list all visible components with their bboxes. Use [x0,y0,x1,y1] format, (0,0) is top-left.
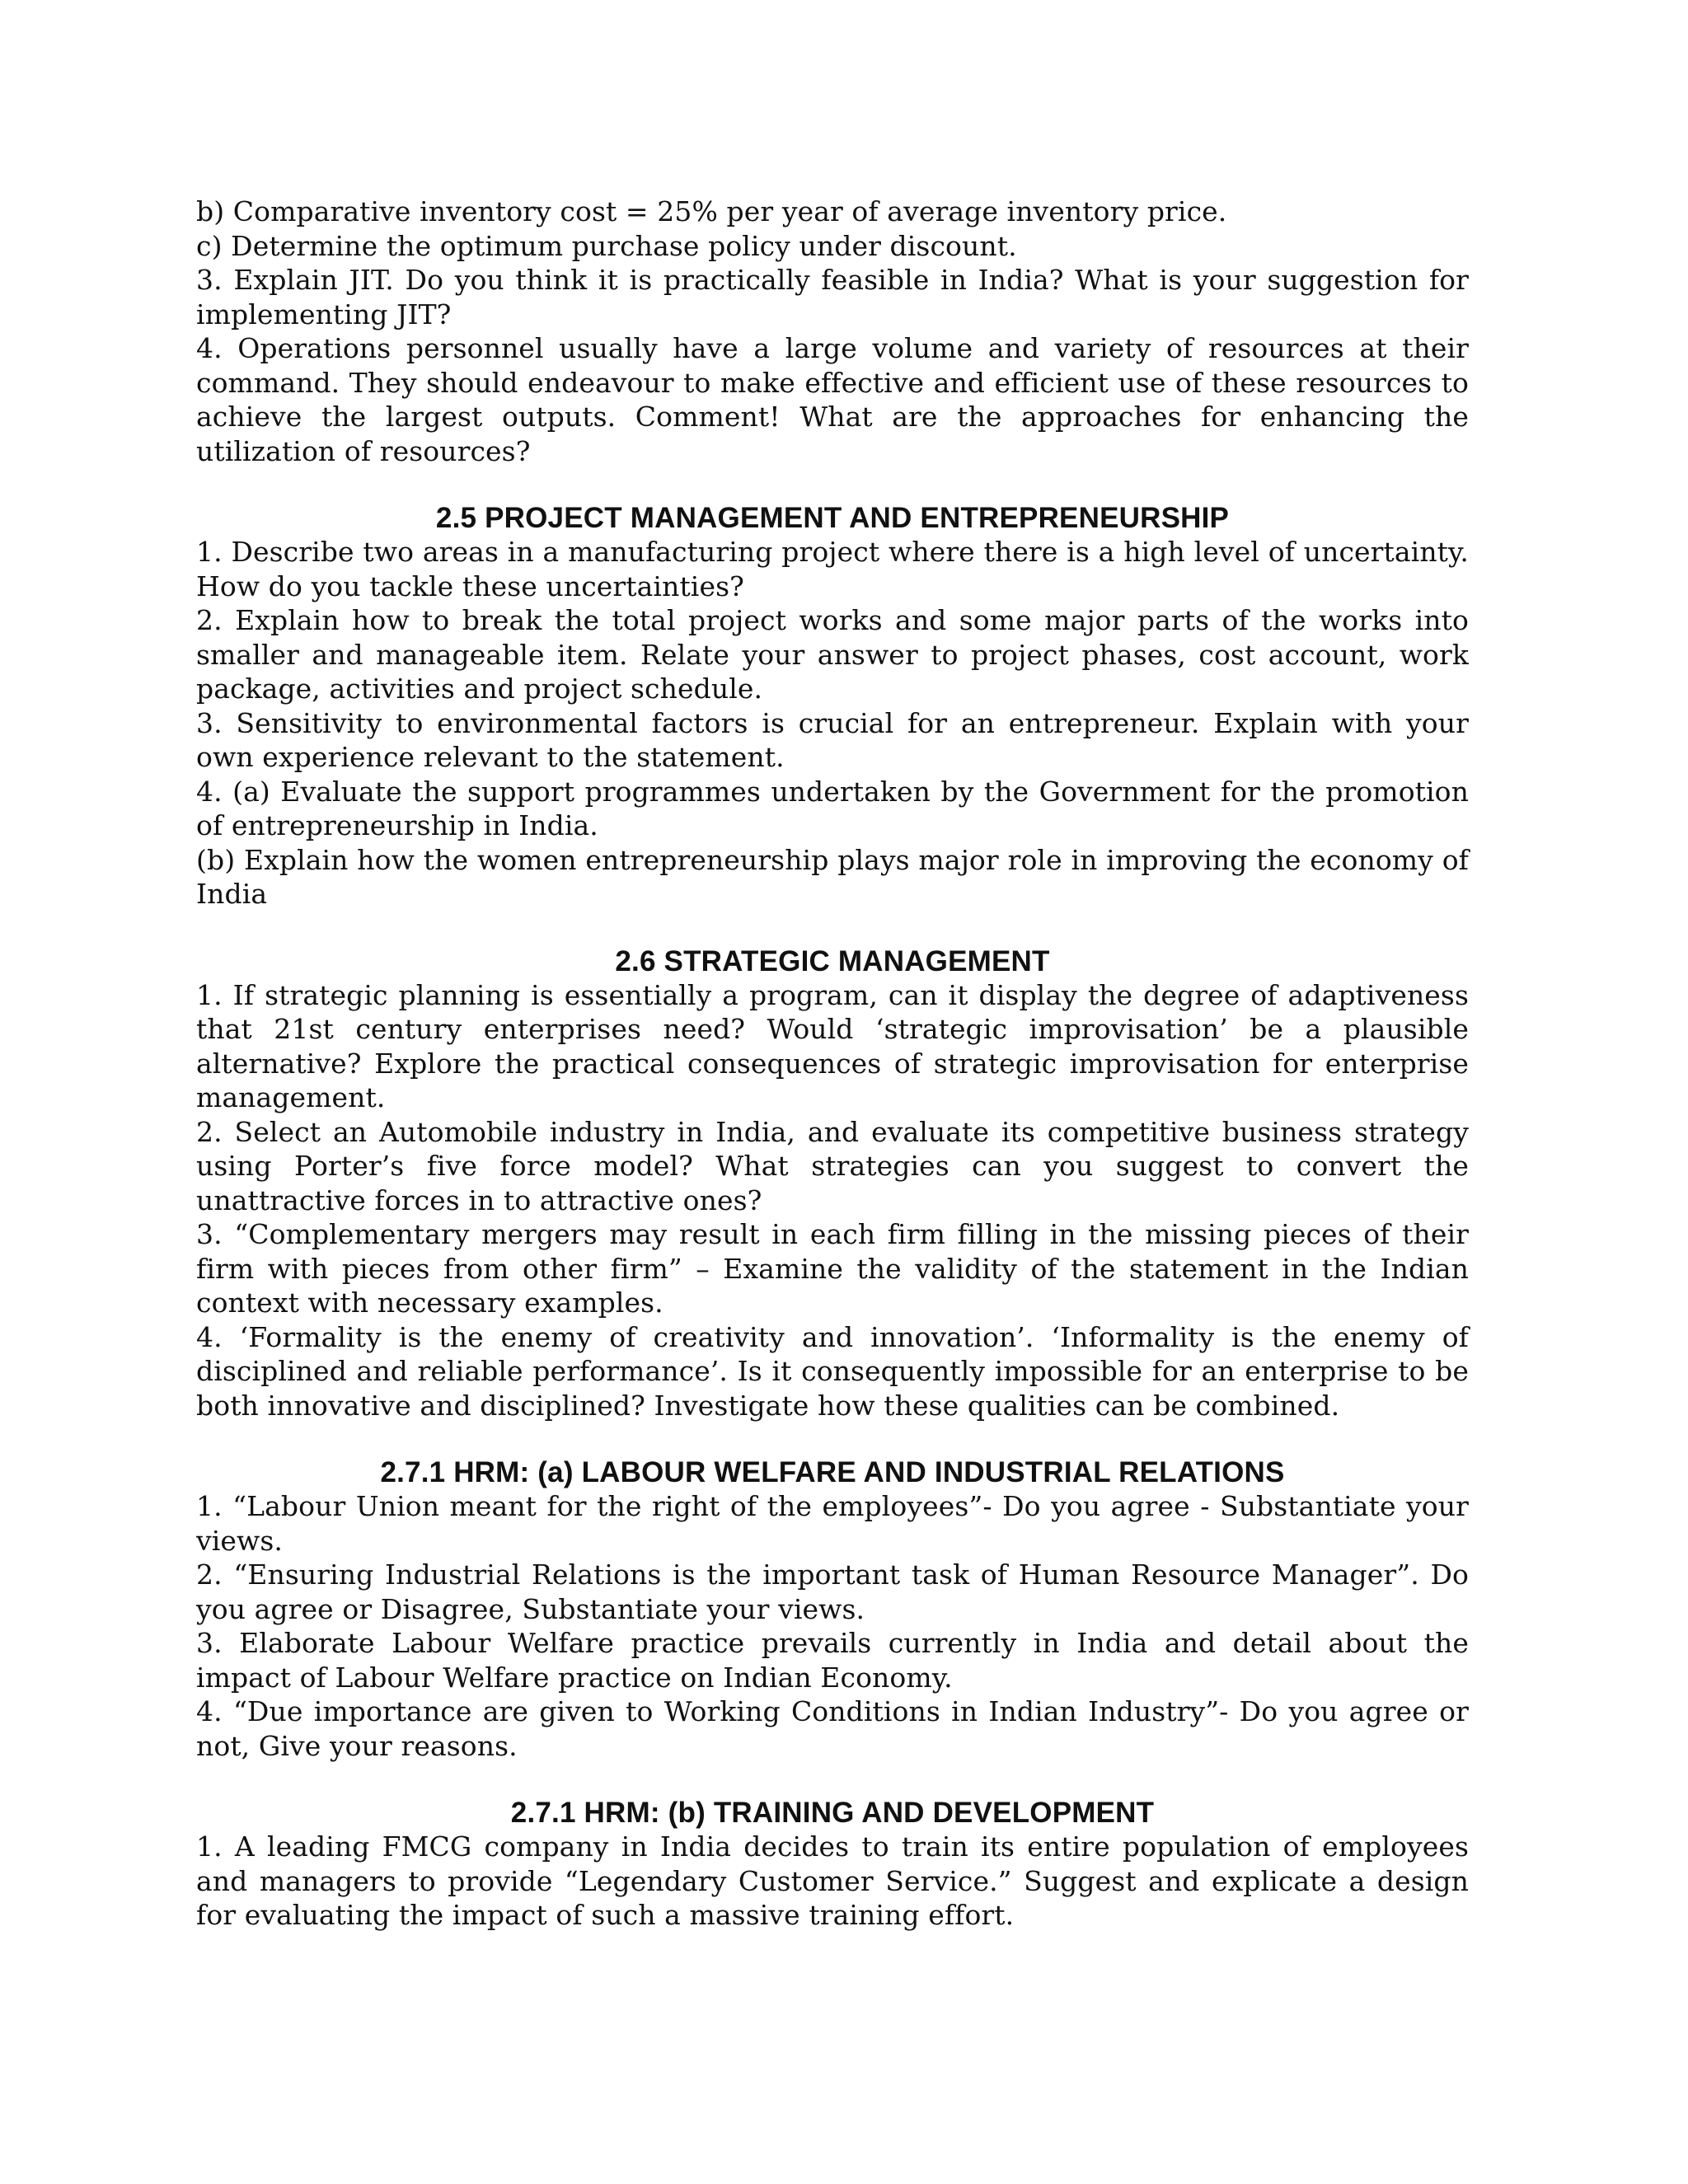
section-labour-welfare [196,1455,1469,1763]
question-item: c) Determine the optimum purchase policy under discount. [196,229,1017,262]
question-item: 1. A leading FMCG company in India decides to train its entire population of employees and managers to provide “Legendary Customer Service.” Suggest and explicate a design for evaluating the impact of such a massive training effort. [196,1830,1469,1931]
question-item: 3. “Complementary mergers may result in each firm filling in the missing pieces of their firm with pieces from other firm” – Examine the validity of the statement in the Indian context with necessary examples. [196,1218,1469,1319]
section-heading: 2.6 STRATEGIC MANAGEMENT [615,944,1050,977]
section-strategic-management [196,944,1469,1423]
question-item: 4. “Due importance are given to Working Conditions in Indian Industry”- Do you agree or not, Give your reasons. [196,1695,1469,1762]
document-page [196,194,1469,1933]
question-item: 3. Elaborate Labour Welfare practice prevails currently in India and detail about the impact of Labour Welfare practice on Indian Economy. [196,1627,1469,1694]
question-item: 2. Select an Automobile industry in India, and evaluate its competitive business strategy using Porter’s five force model? What strategies can you suggest to convert the unattractive forces in to attractive ones? [196,1115,1469,1216]
question-item: 4. ‘Formality is the enemy of creativity and innovation’. ‘Informality is the enemy of disciplined and reliable performance’. Is it consequently impossible for an enterprise to be both innovative and disciplined? Investigate how these qualities can be combined. [196,1320,1469,1422]
question-item: 1. Describe two areas in a manufacturing project where there is a high level of uncertainty. How do you tackle these uncertainties? [196,536,1469,602]
question-item: 1. “Labour Union meant for the right of the employees”- Do you agree - Substantiate your views. [196,1490,1469,1557]
question-item: (b) Explain how the women entrepreneurship plays major role in improving the economy of India [196,843,1469,910]
question-item: 2. Explain how to break the total project works and some major parts of the works into smaller and manageable item. Relate your answer to project phases, cost account, work package, activities and project schedule. [196,604,1469,705]
section-heading: 2.5 PROJECT MANAGEMENT AND ENTREPRENEURSHIP [435,502,1230,534]
question-item: 3. Sensitivity to environmental factors is crucial for an entrepreneur. Explain with your own experience relevant to the statement. [196,706,1469,773]
question-item: 4. (a) Evaluate the support programmes undertaken by the Government for the promotion of entrepreneurship in India. [196,775,1469,841]
question-item: 2. “Ensuring Industrial Relations is the important task of Human Resource Manager”. Do you agree or Disagree, Substantiate your views. [196,1558,1469,1625]
question-item: b) Comparative inventory cost = 25% per year of average inventory price. [196,195,1227,227]
question-item: 1. If strategic planning is essentially a program, can it display the degree of adaptiveness that 21st century enterprises need? Would ‘strategic improvisation’ be a plausible alternative? Explore the practical consequences of strategic improvisation for enterprise management. [196,978,1469,1113]
section-project-management [196,501,1469,912]
section-heading: 2.7.1 HRM: (a) LABOUR WELFARE AND INDUSTRIAL RELATIONS [380,1456,1285,1488]
section-heading: 2.7.1 HRM: (b) TRAINING AND DEVELOPMENT [510,1797,1155,1829]
section-training-development [196,1796,1469,1933]
question-item: 3. Explain JIT. Do you think it is practically feasible in India? What is your suggestion for implementing JIT? [196,264,1469,330]
intro-block [196,194,1469,468]
question-item: 4. Operations personnel usually have a large volume and variety of resources at their command. They should endeavour to make effective and efficient use of these resources to achieve the largest outputs. Comment! What are the approaches for enhancing the utilization of resources? [196,332,1469,467]
